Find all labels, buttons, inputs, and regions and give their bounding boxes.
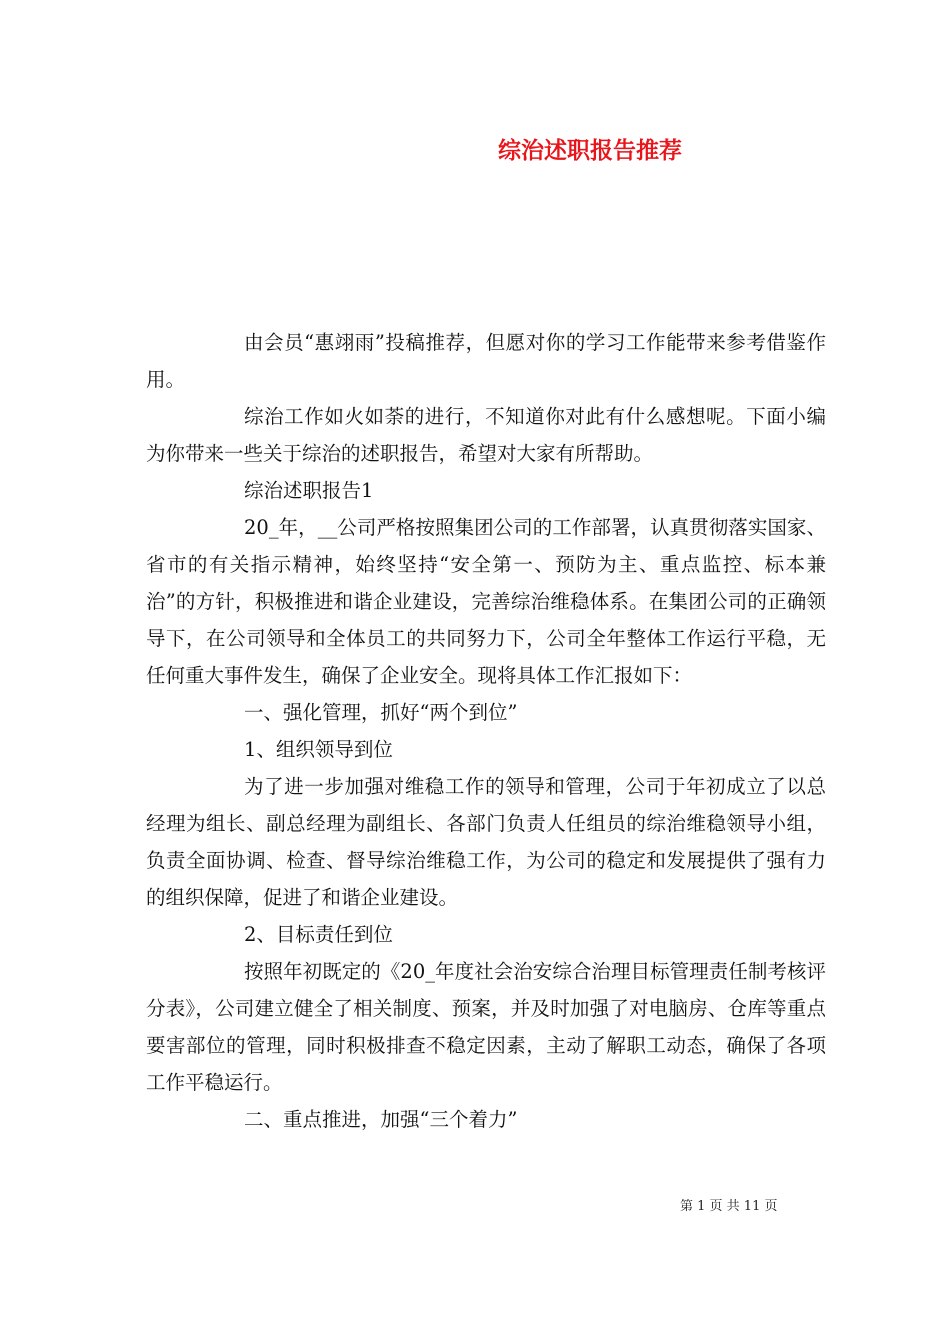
section-heading-2: 二、重点推进，加强“三个着力” [244, 1108, 518, 1131]
page-title: 综治述职报告推荐 [498, 137, 682, 164]
subsection-heading-2: 2、目标责任到位 [244, 923, 393, 946]
paragraph-intro: 由会员“惠翊雨”投稿推荐，但愿对你的学习工作能带来参考借鉴作用。 [146, 331, 826, 391]
page-number: 第 1 页 共 11 页 [680, 1199, 778, 1214]
paragraph-preface: 综治工作如火如荼的进行，不知道你对此有什么感想呢。下面小编为你带来一些关于综治的述职报告，希望对大家有所帮助。 [146, 405, 826, 465]
subsection-heading-1: 1、组织领导到位 [244, 738, 393, 761]
paragraph-summary: 20_年，__公司严格按照集团公司的工作部署，认真贯彻落实国家、省市的有关指示精神，始终坚持“安全第一、预防为主、重点监控、标本兼治”的方针，积极推进和谐企业建设，完善综治维稳体系。在集团公司的正确领导下，在公司领导和全体员工的共同努力下，公司全年整体工作运行平稳，无任何重大事件发生，确保了企业安全。现将具体工作汇报如下： [146, 516, 826, 687]
document-body [146, 324, 826, 1138]
section-heading-1: 一、强化管理，抓好“两个到位” [244, 701, 518, 724]
paragraph-organization: 为了进一步加强对维稳工作的领导和管理，公司于年初成立了以总经理为组长、副总经理为副组长、各部门负责人任组员的综治维稳领导小组，负责全面协调、检查、督导综治维稳工作，为公司的稳定和发展提供了强有力的组织保障，促进了和谐企业建设。 [146, 775, 826, 909]
report-heading: 综治述职报告1 [244, 479, 374, 502]
paragraph-responsibility: 按照年初既定的《20_年度社会治安综合治理目标管理责任制考核评分表》，公司建立健全了相关制度、预案，并及时加强了对电脑房、仓库等重点要害部位的管理，同时积极排查不稳定因素，主动了解职工动态，确保了各项工作平稳运行。 [146, 960, 826, 1094]
